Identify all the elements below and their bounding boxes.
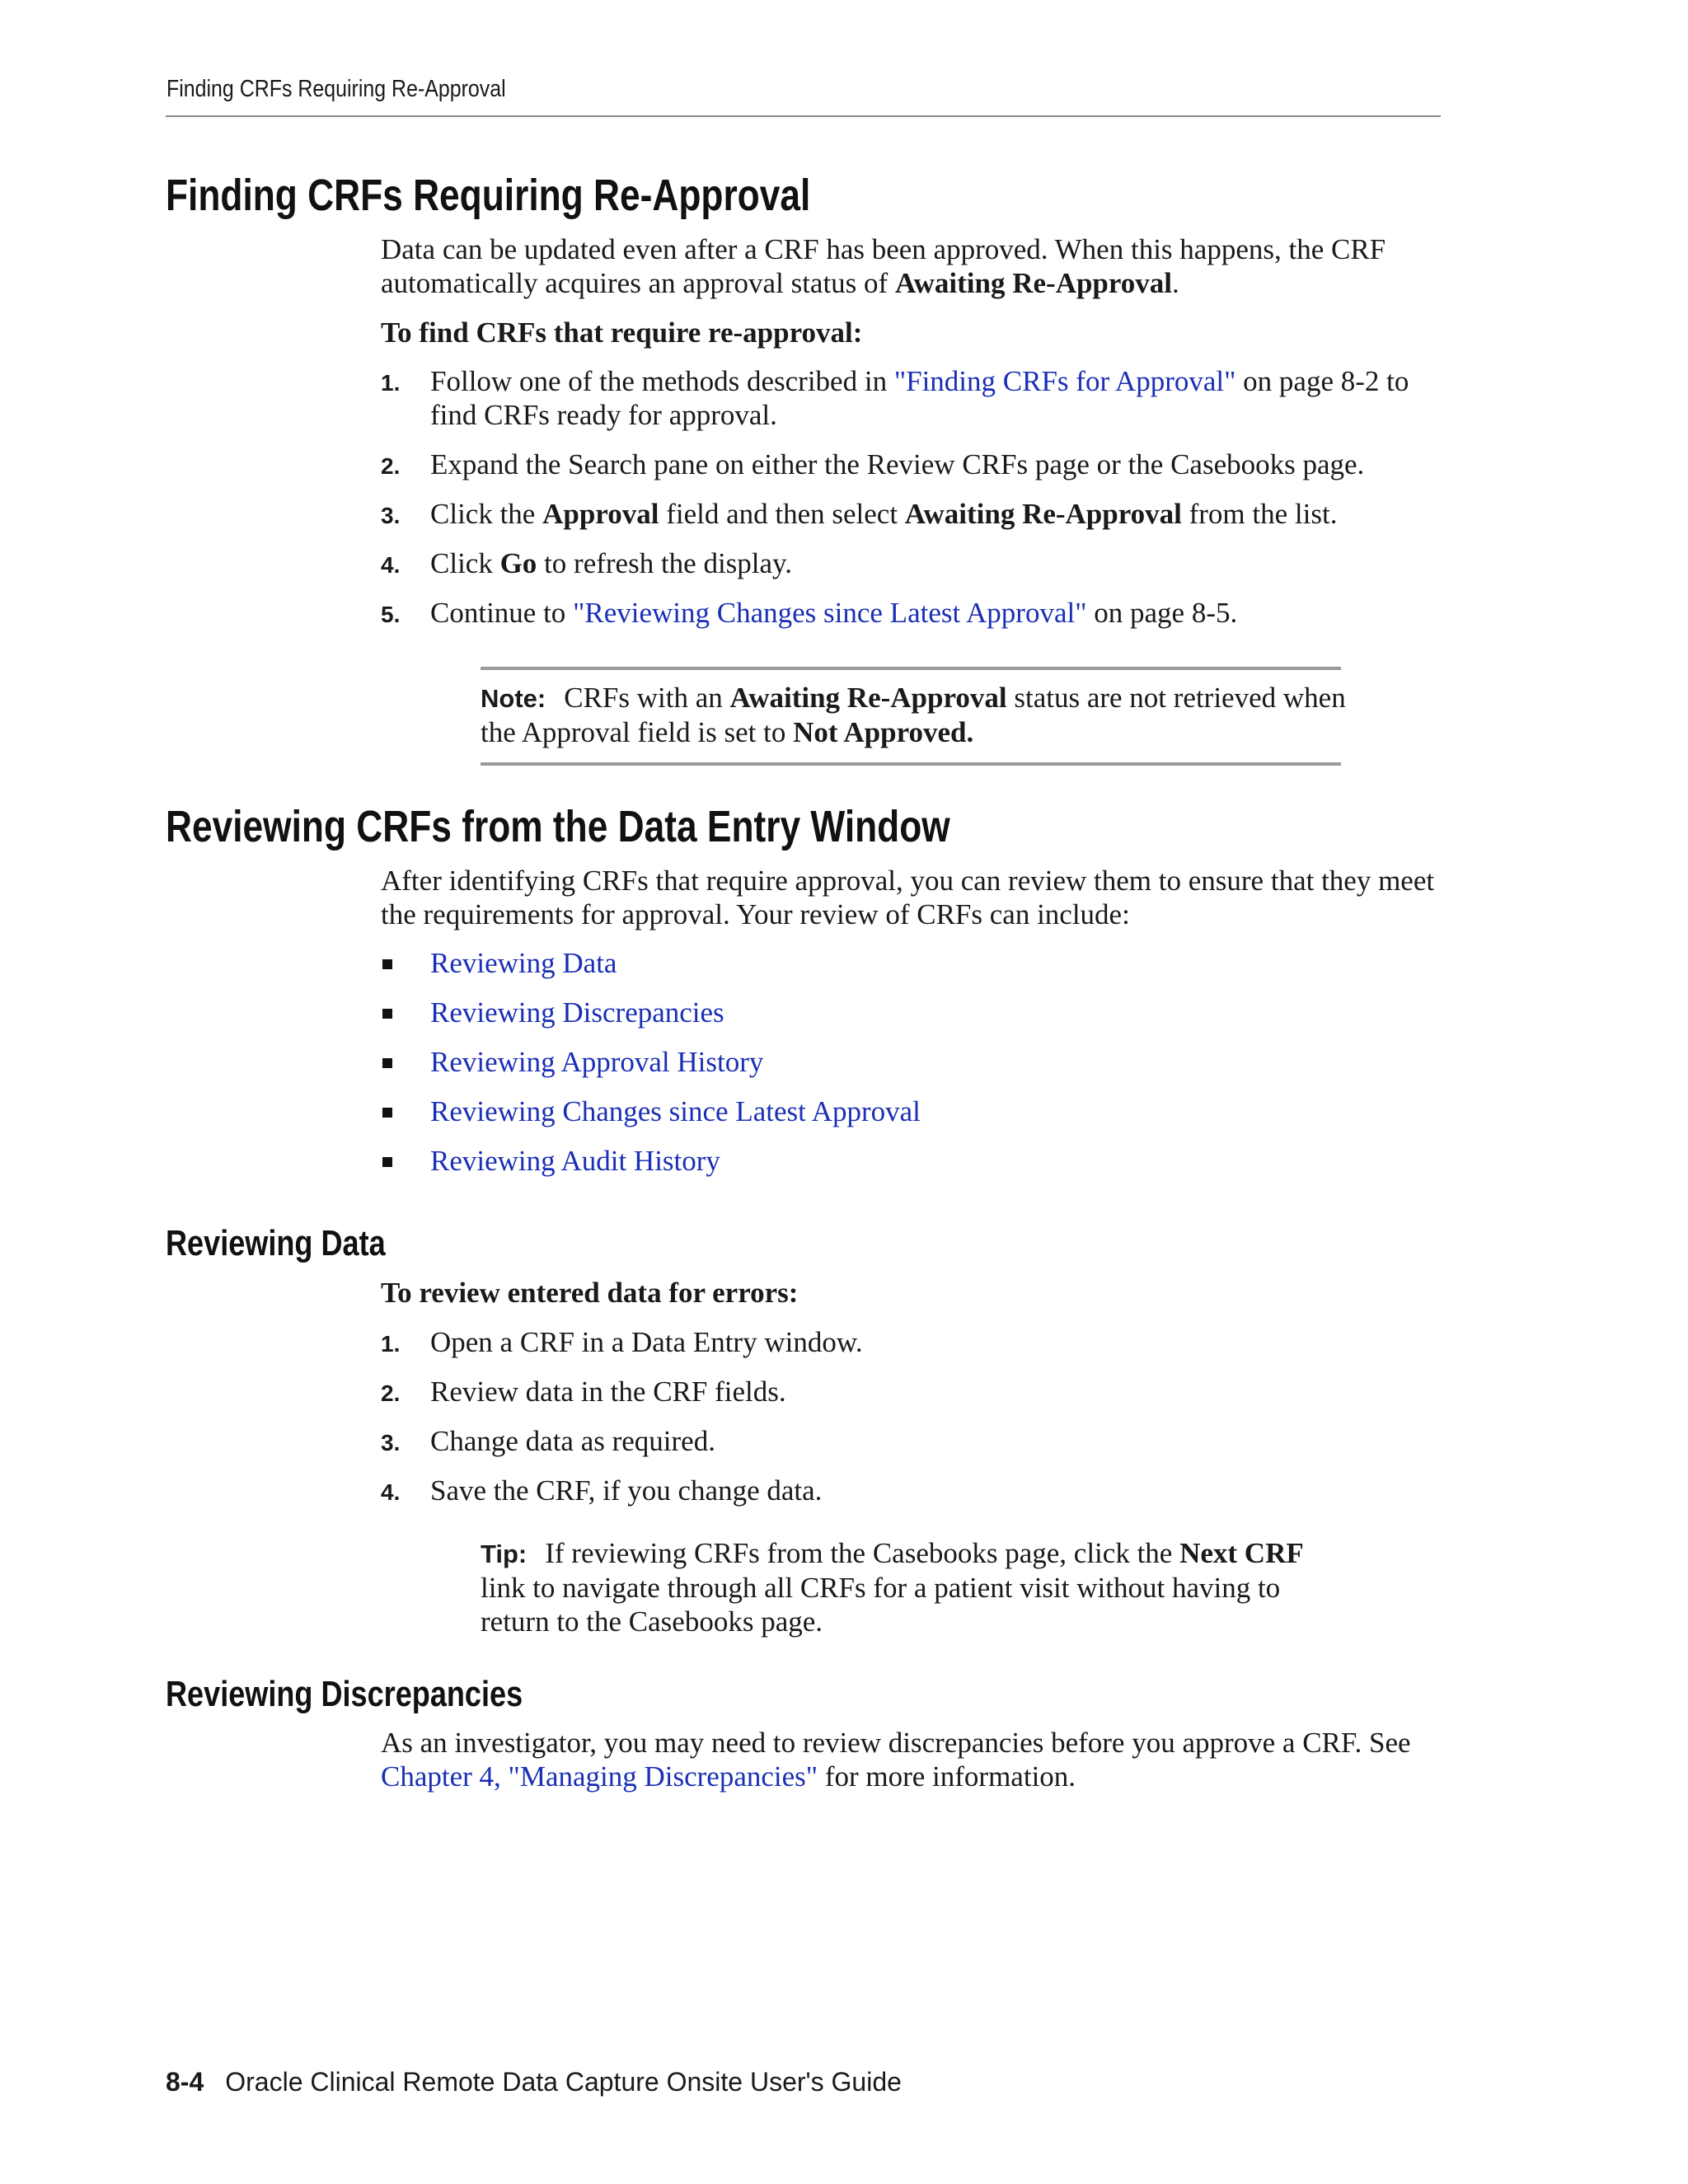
- link-reviewing-discrepancies[interactable]: Reviewing Discrepancies: [430, 996, 724, 1029]
- link-reviewing-approval-history[interactable]: Reviewing Approval History: [430, 1046, 764, 1078]
- note-callout: Note: CRFs with an Awaiting Re-Approval status are not retrieved when the Approval field is set to Not Approved.: [481, 682, 1346, 748]
- bullet-square-icon: [382, 1108, 392, 1118]
- procedure-title-reapproval: To find CRFs that require re-approval:: [381, 316, 863, 349]
- book-title: Oracle Clinical Remote Data Capture Onsite User's Guide: [225, 2067, 902, 2097]
- page-number: 8-4: [166, 2067, 204, 2097]
- bullet-square-icon: [382, 959, 392, 969]
- header-rule: [166, 115, 1441, 117]
- bullet-square-icon: [382, 1009, 392, 1019]
- page-footer: [166, 2067, 902, 2097]
- link-reviewing-changes-since-latest-approval[interactable]: "Reviewing Changes since Latest Approval": [573, 597, 1087, 629]
- section1-intro: Data can be updated even after a CRF has been approved. When this happens, the CRF automatically acquires an approval status of Awaiting Re-Approval.: [381, 233, 1386, 299]
- link-reviewing-changes-since-latest-approval-bullet[interactable]: Reviewing Changes since Latest Approval: [430, 1095, 921, 1127]
- link-reviewing-data[interactable]: Reviewing Data: [430, 947, 617, 979]
- procedure-title-review-data: To review entered data for errors:: [381, 1277, 799, 1309]
- note-bottom-rule: [481, 762, 1341, 766]
- link-managing-discrepancies[interactable]: Chapter 4, "Managing Discrepancies": [381, 1760, 818, 1793]
- link-reviewing-audit-history[interactable]: Reviewing Audit History: [430, 1145, 720, 1177]
- note-top-rule: [481, 667, 1341, 670]
- section4-text: As an investigator, you may need to review discrepancies before you approve a CRF. See Chapter 4, "Managing Discrepancies" for more information.: [381, 1727, 1411, 1793]
- section-heading-finding-crfs: Finding CRFs Requiring Re-Approval: [166, 171, 811, 220]
- running-head: Finding CRFs Requiring Re-Approval: [166, 76, 506, 102]
- note-label: Note:: [481, 684, 546, 713]
- section2-intro: After identifying CRFs that require approval, you can review them to ensure that they meet the requirements for approval. Your review of CRFs can include:: [381, 865, 1435, 930]
- tip-callout: Tip: If reviewing CRFs from the Casebooks page, click the Next CRF link to navigate through all CRFs for a patient visit without having to return to the Casebooks page.: [481, 1537, 1304, 1638]
- tip-label: Tip:: [481, 1540, 528, 1568]
- section-heading-reviewing-data: Reviewing Data: [166, 1223, 386, 1263]
- bullet-square-icon: [382, 1157, 392, 1167]
- bullet-square-icon: [382, 1058, 392, 1068]
- section-heading-reviewing-discrepancies: Reviewing Discrepancies: [166, 1674, 523, 1714]
- section-heading-reviewing-crfs: Reviewing CRFs from the Data Entry Window: [166, 802, 950, 851]
- link-finding-crfs-for-approval[interactable]: "Finding CRFs for Approval": [893, 365, 1236, 397]
